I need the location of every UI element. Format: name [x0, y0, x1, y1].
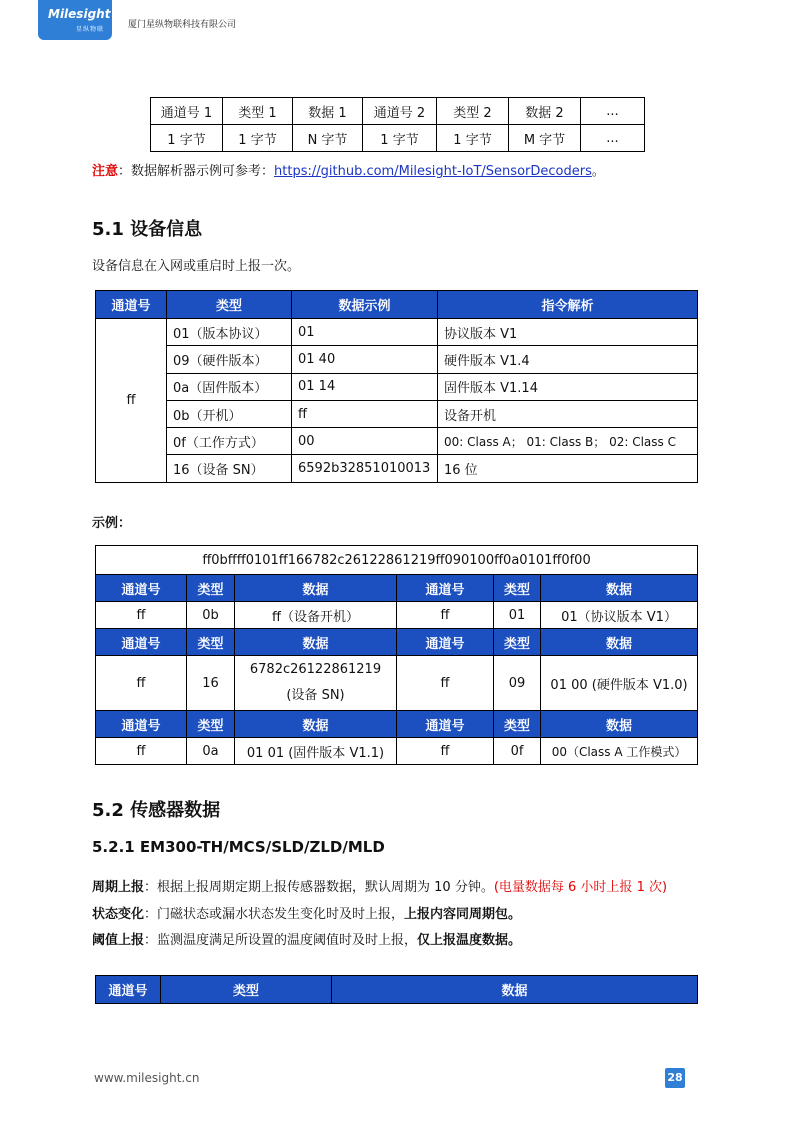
- table-header-row: [96, 711, 698, 738]
- table-cell: 16: [187, 656, 235, 711]
- table-cell: ff: [397, 738, 494, 765]
- table-header: 通道号: [397, 575, 494, 602]
- table-cell: 09（硬件版本）: [167, 346, 292, 373]
- example-label: 示例：: [92, 516, 132, 531]
- table-cell: 类型 1: [223, 98, 293, 125]
- logo-text: Milesight: [48, 7, 111, 21]
- note-text: ：数据解析器示例可参考：: [118, 164, 275, 179]
- note-end: 。: [591, 164, 605, 179]
- table-cell: ...: [581, 125, 645, 152]
- table-header: 数据: [235, 575, 397, 602]
- table-header: 类型: [187, 575, 235, 602]
- table-header: 通道号: [96, 291, 167, 319]
- table-header: 类型: [494, 711, 541, 738]
- page-number: 28: [665, 1068, 685, 1088]
- table-cell: ff: [96, 602, 187, 629]
- table-row: [96, 400, 698, 427]
- table-header: 通道号: [96, 976, 161, 1004]
- table-cell: 00: Class A； 01: Class B； 02: Class C: [438, 428, 698, 455]
- line-label: 周期上报: [92, 880, 145, 895]
- table-cell: 01（版本协议）: [167, 319, 292, 346]
- table-cell: 01 01 (固件版本 V1.1): [235, 738, 397, 765]
- line-bold: 上报内容同周期包。: [404, 907, 522, 922]
- table-header: 类型: [494, 629, 541, 656]
- table-cell: 01 40: [292, 346, 438, 373]
- table-cell: 硬件版本 V1.4: [438, 346, 698, 373]
- packet-format-table: [150, 97, 645, 152]
- table-cell: 01 14: [292, 373, 438, 400]
- table-cell: 16 位: [438, 455, 698, 482]
- table-cell: 6592b32851010013: [292, 455, 438, 482]
- channel-cell: ff: [96, 319, 167, 483]
- table-header: 数据示例: [292, 291, 438, 319]
- table-header: 通道号: [96, 575, 187, 602]
- table-cell: 数据 2: [509, 98, 581, 125]
- table-header: 类型: [494, 575, 541, 602]
- note-line: [92, 160, 605, 179]
- table-row: [96, 546, 698, 575]
- device-info-table: [95, 290, 698, 483]
- milesight-logo: [38, 0, 112, 40]
- subsection-title: 5.2.1 EM300-TH/MCS/SLD/ZLD/MLD: [92, 838, 385, 856]
- table-cell: 00: [292, 428, 438, 455]
- table-row: [96, 319, 698, 346]
- example-hex: ff0bffff0101ff166782c26122861219ff090100ff0a0101ff0f00: [96, 546, 698, 575]
- table-cell: M 字节: [509, 125, 581, 152]
- table-header: 指令解析: [438, 291, 698, 319]
- threshold-report-line: [92, 929, 521, 948]
- table-cell: 0b（开机）: [167, 400, 292, 427]
- table-header: 类型: [167, 291, 292, 319]
- line-label: 状态变化: [92, 907, 145, 922]
- table-header: 类型: [187, 711, 235, 738]
- table-cell: 通道号 1: [151, 98, 223, 125]
- table-header: 数据: [332, 976, 698, 1004]
- table-row: [96, 455, 698, 482]
- table-cell: 01（协议版本 V1）: [541, 602, 698, 629]
- table-cell: ff（设备开机）: [235, 602, 397, 629]
- table-cell: 0a（固件版本）: [167, 373, 292, 400]
- footer-url[interactable]: www.milesight.cn: [94, 1071, 200, 1085]
- section-title-device-info: 5.1 设备信息: [92, 219, 203, 240]
- table-cell: 1 字节: [437, 125, 509, 152]
- note-label: 注意: [92, 164, 119, 179]
- table-cell: 设备开机: [438, 400, 698, 427]
- table-cell: 0f（工作方式）: [167, 428, 292, 455]
- table-cell: 固件版本 V1.14: [438, 373, 698, 400]
- table-cell: 0f: [494, 738, 541, 765]
- table-row: [96, 373, 698, 400]
- line-red-note: (电量数据每 6 小时上报 1 次): [493, 880, 668, 895]
- section-title-sensor-data: 5.2 传感器数据: [92, 800, 221, 821]
- line-text: ：根据上报周期定期上报传感器数据，默认周期为 10 分钟。: [144, 880, 494, 895]
- table-cell: ff: [292, 400, 438, 427]
- periodic-report-line: [92, 876, 667, 895]
- sn-value: 6782c26122861219: [249, 662, 382, 677]
- sn-suffix: (设备 SN): [286, 688, 345, 703]
- line-bold: 仅上报温度数据。: [417, 933, 522, 948]
- table-cell: ff: [96, 656, 187, 711]
- table-cell: 09: [494, 656, 541, 711]
- table-cell: 数据 1: [293, 98, 363, 125]
- logo-subtitle: 星纵物联: [76, 26, 105, 33]
- table-cell-sn: [235, 656, 397, 711]
- table-header: 数据: [235, 629, 397, 656]
- table-cell: 0a: [187, 738, 235, 765]
- example-table: [95, 545, 698, 765]
- table-cell: N 字节: [293, 125, 363, 152]
- table-header: 数据: [541, 711, 698, 738]
- table-header-row: [96, 291, 698, 319]
- table-cell: 协议版本 V1: [438, 319, 698, 346]
- sensor-data-table: [95, 975, 698, 1004]
- table-cell: 1 字节: [363, 125, 437, 152]
- table-cell: 16（设备 SN）: [167, 455, 292, 482]
- table-cell: ...: [581, 98, 645, 125]
- line-text: ：监测温度满足所设置的温度阈值时及时上报，: [144, 933, 418, 948]
- table-header: 数据: [235, 711, 397, 738]
- table-row: [96, 428, 698, 455]
- table-row: [151, 125, 645, 152]
- table-row: [96, 602, 698, 629]
- table-cell: 01: [494, 602, 541, 629]
- table-header-row: [96, 976, 698, 1004]
- table-header-row: [96, 629, 698, 656]
- table-cell: 1 字节: [151, 125, 223, 152]
- table-header: 通道号: [96, 629, 187, 656]
- table-row: [96, 656, 698, 711]
- table-row: [96, 738, 698, 765]
- table-header: 类型: [161, 976, 332, 1004]
- table-header: 通道号: [397, 629, 494, 656]
- table-cell: 00（Class A 工作模式）: [541, 738, 698, 765]
- table-cell: 01 00 (硬件版本 V1.0): [541, 656, 698, 711]
- table-cell: 01: [292, 319, 438, 346]
- company-name: 厦门星纵物联科技有限公司: [128, 20, 237, 30]
- table-header: 通道号: [397, 711, 494, 738]
- table-header: 通道号: [96, 711, 187, 738]
- line-label: 阈值上报: [92, 933, 145, 948]
- table-header-row: [96, 575, 698, 602]
- table-cell: ff: [397, 602, 494, 629]
- table-header: 数据: [541, 629, 698, 656]
- state-change-line: [92, 903, 521, 922]
- table-header: 数据: [541, 575, 698, 602]
- table-header: 类型: [187, 629, 235, 656]
- section-desc: 设备信息在入网或重启时上报一次。: [92, 259, 301, 274]
- decoder-link[interactable]: https://github.com/Milesight-IoT/SensorDecoders: [274, 164, 592, 179]
- table-cell: ff: [397, 656, 494, 711]
- table-row: [151, 98, 645, 125]
- table-cell: 1 字节: [223, 125, 293, 152]
- table-cell: ff: [96, 738, 187, 765]
- table-cell: 类型 2: [437, 98, 509, 125]
- table-cell: 通道号 2: [363, 98, 437, 125]
- table-cell: 0b: [187, 602, 235, 629]
- table-row: [96, 346, 698, 373]
- line-text: ：门磁状态或漏水状态发生变化时及时上报，: [144, 907, 405, 922]
